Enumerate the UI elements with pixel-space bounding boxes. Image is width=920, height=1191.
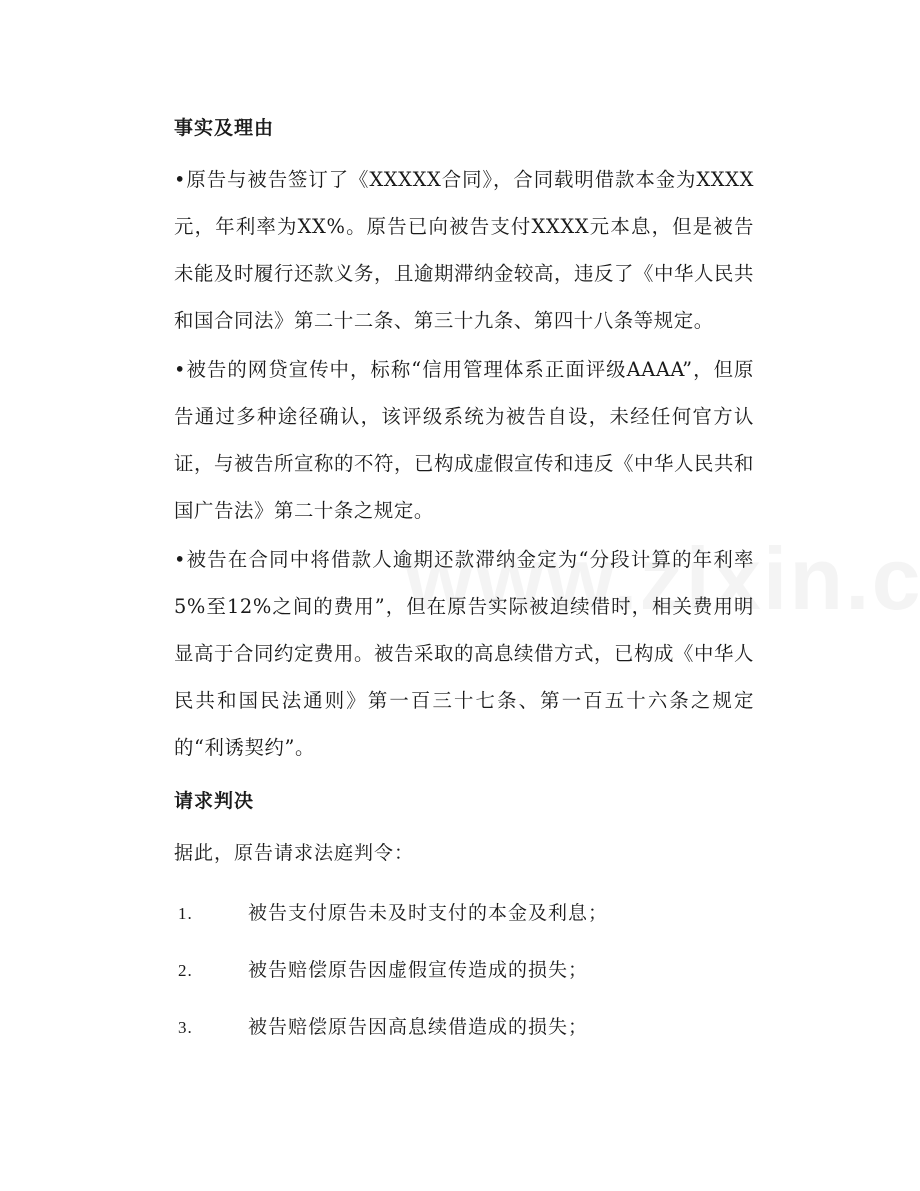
claim-item-1 [174,885,754,942]
claims-intro: 据此，原告请求法庭判令： [174,842,415,864]
section-heading-facts: 事实及理由 [174,117,275,139]
document-body [174,106,754,1056]
fact-paragraph-2: •被告的网贷宣传中，标称“信用管理体系正面评级AAAA”，但原告通过多种途径确认，该评级系统为被告自设，未经任何官方认证，与被告所宣称的不符，已构成虚假宣传和违反《中华人民共和国广告法》第二十条之规定。 [174,358,754,522]
claim-item-2 [174,942,754,999]
claim-number: 2. [178,961,193,980]
claim-text: 被告支付原告未及时支付的本金及利息； [248,902,609,924]
claim-text: 被告赔偿原告因虚假宣传造成的损失； [248,959,589,981]
claim-item-3 [174,999,754,1056]
section-heading-claims: 请求判决 [174,790,255,812]
fact-paragraph-3: •被告在合同中将借款人逾期还款滞纳金定为“分段计算的年利率5%至12%之间的费用”，但在原告实际被迫续借时，相关费用明显高于合同约定费用。被告采取的高息续借方式，已构成《中华人民共和国民法通则》第一百三十七条、第一百五十六条之规定的“利诱契约”。 [174,548,754,759]
claim-number: 1. [178,904,193,923]
claim-number: 3. [178,1018,193,1037]
claim-text: 被告赔偿原告因高息续借造成的损失； [248,1016,589,1038]
fact-paragraph-1: •原告与被告签订了《XXXXX合同》，合同载明借款本金为XXXX元，年利率为XX%。原告已向被告支付XXXX元本息，但是被告未能及时履行还款义务，且逾期滞纳金较高，违反了《中华人民共和国合同法》第二十二条、第三十九条、第四十八条等规定。 [174,168,754,332]
